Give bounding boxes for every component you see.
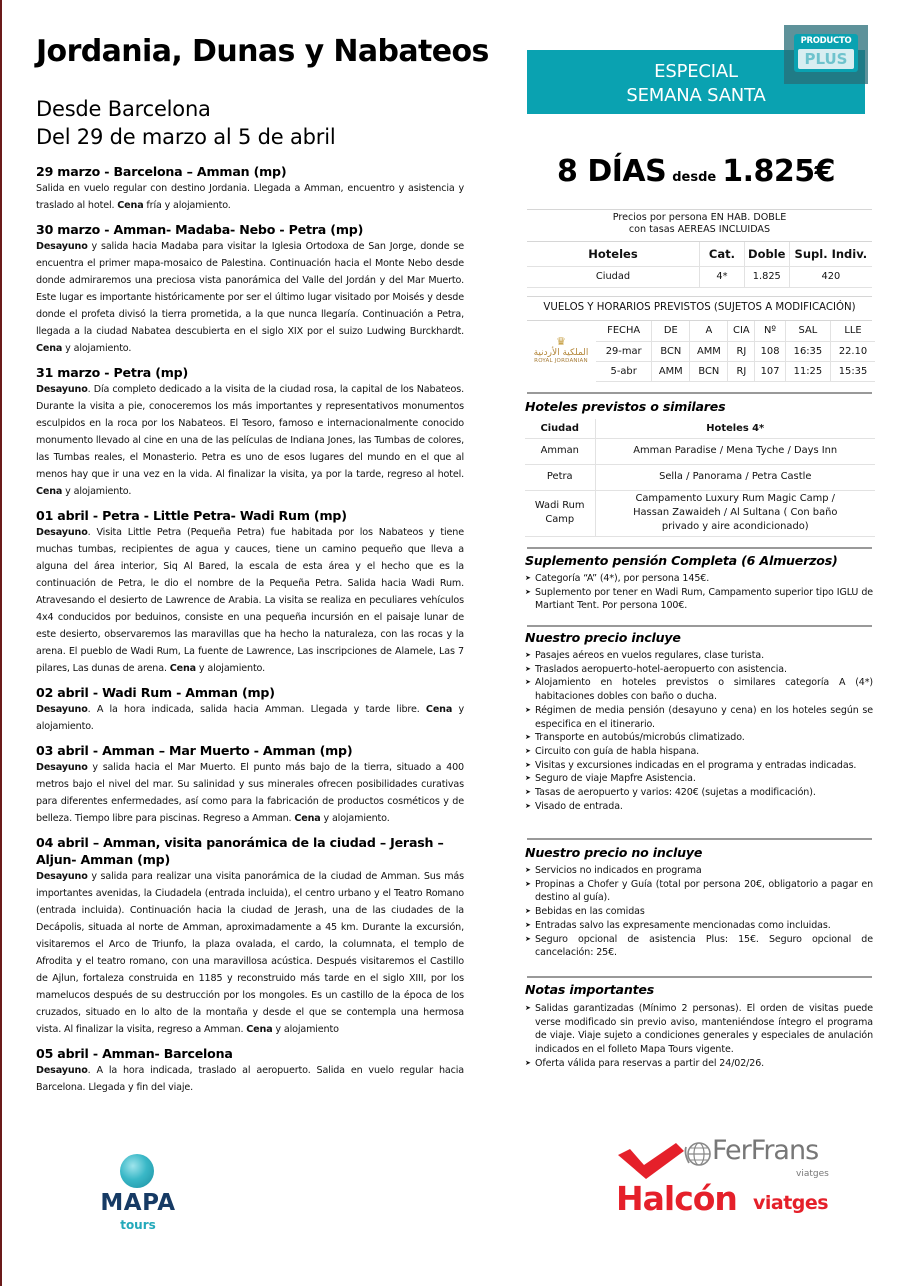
price-header-cat: Cat. bbox=[700, 242, 745, 266]
itinerary-day bbox=[36, 1045, 464, 1096]
text: . A la hora indicada, traslado al aeropuerto. Salida en vuelo regular hacia Barcelona. Llegada y fin del viaje. bbox=[36, 1065, 464, 1093]
price-note bbox=[527, 212, 872, 236]
text: . Día completo dedicado a la visita de la ciudad rosa, la capital de los Nabateos. Durante la visita a pie, conoceremos los más importantes y representativos monumentos esculpidos en la roca por los Nabateos. El Tesoro, famoso e internacionalmente conocido monumento llevado al cine en una de las películas de Indiana Jones, las Tumbas de colores, las Tumbas reales, el Monasterio. Petra es uno de esos lugares del mundo en el que al menos hay que ir una vez en la vida. Al finalizar la visita, ya por la tarde, regreso al hotel. bbox=[36, 384, 464, 480]
hotel-city: Wadi Rum Camp bbox=[525, 490, 595, 536]
text: y alojamiento bbox=[272, 1024, 339, 1035]
bold-text: Desayuno bbox=[36, 1065, 88, 1076]
table-row bbox=[525, 438, 875, 464]
plus-badge-top: PRODUCTO bbox=[800, 36, 852, 46]
list-item: ➤ Salidas garantizadas (Mínimo 2 personas). El orden de visitas puede verse modificado sin previo aviso, manteniéndose íntegro el programa de viaje. Viaje sujeto a condiciones generales y especiales de anulación indicados en el folleto Mapa Tours vigente. bbox=[525, 1002, 873, 1057]
list-item: ➤ Seguro opcional de asistencia Plus: 15€. Seguro opcional de cancelación: 25€. bbox=[525, 933, 873, 960]
list-item: ➤ Transporte en autobús/microbús climatizado. bbox=[525, 731, 873, 745]
flight-header-cell: A bbox=[690, 321, 728, 341]
bold-text: Cena bbox=[294, 813, 321, 824]
checkmark-icon bbox=[616, 1141, 686, 1181]
table-row bbox=[525, 490, 875, 536]
plus-badge-inner bbox=[794, 34, 858, 72]
itinerary bbox=[36, 163, 464, 1103]
list-item: ➤ Visitas y excursiones indicadas en el programa y entradas indicadas. bbox=[525, 759, 873, 773]
day-title: 04 abril – Amman, visita panorámica de la ciudad – Jerash – Aljun- Amman (mp) bbox=[36, 835, 444, 867]
flight-header-row bbox=[596, 321, 875, 341]
day-title: 30 marzo - Amman- Madaba- Nebo - Petra (mp) bbox=[36, 222, 364, 237]
list-item: ➤ Circuito con guía de habla hispana. bbox=[525, 745, 873, 759]
bold-text: Desayuno bbox=[36, 384, 88, 395]
list-item: ➤ Oferta válida para reservas a partir del 24/02/26. bbox=[525, 1057, 873, 1071]
bold-text: Cena bbox=[425, 704, 453, 715]
royal-jordanian-logo bbox=[530, 336, 592, 370]
mapa-sub: tours bbox=[120, 1218, 156, 1232]
page-left-border bbox=[0, 0, 2, 1286]
flights-title: VUELOS Y HORARIOS PREVISTOS (SUJETOS A MODIFICACIÓN) bbox=[543, 302, 856, 313]
ferfrans-sub: viatges bbox=[796, 1169, 829, 1179]
text: y salida para realizar una visita panorámica de la ciudad de Amman. Sus más importantes avenidas, la Ciudadela (entrada incluida), el centro urbano y el Teatro Romano (entrada incluida). Continuación hacia la ciudad de Jerash, una de las ciudades de la Decápolis, situada al norte de Amman, aproximadamente a 45 km. Durante la excursión, visitaremos el Arco de Triunfo, la plaza ovalada, el cardo, la columnata, el templo de Afrodita y el teatro romano, con una maravillosa acústica. Después visitaremos el Castillo de Ajlun, fortaleza construida en 1185 y reconstruido más tarde en el siglo XIII, por los mamelucos después de su destrucción por los mongoles. Es un castillo de la época de los cruzados, situado en lo alto de la montaña y desde el que se contempla una hermosa vista. Al finalizar la visita, regreso a Amman. bbox=[36, 871, 464, 1035]
flight-cell: 16:35 bbox=[785, 341, 830, 361]
bold-text: Cena bbox=[246, 1024, 273, 1035]
section-divider bbox=[527, 547, 872, 549]
globe-icon bbox=[120, 1154, 154, 1188]
list-item: ➤ Entradas salvo las expresamente mencionadas como incluidas. bbox=[525, 919, 873, 933]
divider bbox=[527, 296, 872, 297]
bold-text: Desayuno bbox=[36, 871, 88, 882]
banner-line-1: ESPECIAL bbox=[654, 61, 738, 82]
supplement-list bbox=[525, 572, 873, 613]
text: y alojamiento. bbox=[36, 704, 464, 732]
list-item: ➤ Propinas a Chofer y Guía (total por persona 20€, obligatorio a pagar en destino al guía). bbox=[525, 878, 873, 905]
bold-text: Cena bbox=[169, 663, 197, 674]
includes-list bbox=[525, 649, 873, 813]
flight-cell: 107 bbox=[755, 361, 785, 381]
itinerary-day bbox=[36, 684, 464, 735]
text: . A la hora indicada, salida hacia Amman. Llegada y tarde libre. bbox=[87, 704, 426, 715]
flight-cell: 22.10 bbox=[831, 341, 876, 361]
flight-cell: RJ bbox=[728, 361, 755, 381]
text: y salida hacia Madaba para visitar la Iglesia Ortodoxa de San Jorge, donde se encuentra el primer mapa-mosaico de Palestina. Continuación hacia el Monte Nebo desde donde admiraremos una preciosa vista panorámica del Valle del Jordán y del Mar Muerto. Este lugar es importante históricamente por ser el último lugar visitado por Moisés y desde donde el profeta divisó la tierra prometida, a la que nunca llegaría. Continuación a Petra, llegada a la ciudad Nabatea descubierta en el siglo XIX por el suizo Ludwing Burckhardt. bbox=[36, 241, 464, 337]
hotel-header-hotels: Hoteles 4* bbox=[595, 419, 875, 438]
mapa-word: MAPA bbox=[100, 1190, 176, 1216]
text: fría y alojamiento. bbox=[143, 200, 231, 211]
table-row bbox=[596, 361, 875, 381]
flight-cell: RJ bbox=[728, 341, 755, 361]
dates-subtitle: Del 29 de marzo al 5 de abril bbox=[36, 125, 336, 149]
price-header-supl: Supl. Indiv. bbox=[789, 242, 872, 266]
notes-title: Notas importantes bbox=[525, 982, 655, 997]
table-row bbox=[596, 341, 875, 361]
day-description bbox=[36, 868, 464, 1038]
price-header-doble: Doble bbox=[744, 242, 789, 266]
itinerary-day bbox=[36, 221, 464, 357]
itinerary-day bbox=[36, 742, 464, 827]
excludes-title: Nuestro precio no incluye bbox=[525, 845, 703, 860]
flight-header-cell: CIA bbox=[728, 321, 755, 341]
halcon-sub: viatges bbox=[753, 1192, 829, 1214]
list-item: ➤ Pasajes aéreos en vuelos regulares, clase turista. bbox=[525, 649, 873, 663]
flight-cell: 29-mar bbox=[596, 341, 652, 361]
price-header-hotels: Hoteles bbox=[527, 242, 700, 266]
section-divider bbox=[527, 976, 872, 978]
day-title: 01 abril - Petra - Little Petra- Wadi Rum (mp) bbox=[36, 508, 347, 523]
banner-line-2: SEMANA SANTA bbox=[626, 85, 766, 106]
hotel-city: Amman bbox=[525, 438, 595, 464]
bold-text: Desayuno bbox=[36, 704, 88, 715]
bold-text: Cena bbox=[36, 486, 63, 497]
section-divider bbox=[527, 625, 872, 627]
day-description bbox=[36, 701, 464, 735]
days-count: 8 DÍAS bbox=[557, 154, 667, 189]
price-cell: 420 bbox=[789, 266, 872, 287]
ferfrans-word: FerFrans bbox=[712, 1135, 819, 1166]
text: y alojamiento. bbox=[196, 663, 266, 674]
text: y alojamiento. bbox=[62, 343, 132, 354]
flight-header-cell: DE bbox=[652, 321, 690, 341]
flight-cell: BCN bbox=[690, 361, 728, 381]
day-description bbox=[36, 524, 464, 677]
price-table bbox=[527, 242, 872, 288]
table-row bbox=[525, 464, 875, 490]
globe-icon bbox=[684, 1139, 714, 1169]
flight-cell: 108 bbox=[755, 341, 785, 361]
flight-header-cell: LLE bbox=[831, 321, 876, 341]
day-description bbox=[36, 180, 464, 214]
from-price: 1.825€ bbox=[722, 154, 835, 189]
list-item: ➤ Servicios no indicados en programa bbox=[525, 864, 873, 878]
itinerary-day bbox=[36, 163, 464, 214]
producto-plus-badge bbox=[784, 25, 868, 84]
hotel-names: Campamento Luxury Rum Magic Camp / Hassan Zawaideh / Al Sultana ( Con baño privado y aire acondicionado) bbox=[595, 490, 875, 536]
bold-text: Desayuno bbox=[36, 527, 88, 538]
list-item: ➤ Suplemento por tener en Wadi Rum, Campamento superior tipo IGLU de Martiant Tent. Por persona 100€. bbox=[525, 586, 873, 613]
price-cell: Ciudad bbox=[527, 266, 700, 287]
list-item: ➤ Seguro de viaje Mapfre Asistencia. bbox=[525, 772, 873, 786]
list-item: ➤ Visado de entrada. bbox=[525, 800, 873, 814]
flight-table bbox=[596, 321, 875, 382]
flight-cell: BCN bbox=[652, 341, 690, 361]
includes-title: Nuestro precio incluye bbox=[525, 630, 681, 645]
rj-arabic-text: الملكية الأردنية bbox=[533, 348, 589, 358]
section-divider bbox=[527, 392, 872, 394]
day-description bbox=[36, 1062, 464, 1096]
divider bbox=[527, 209, 872, 210]
list-item: ➤ Régimen de media pensión (desayuno y cena) en los hoteles según se especifica en el itinerario. bbox=[525, 704, 873, 731]
halcon-word: Halcón bbox=[616, 1179, 737, 1218]
day-description bbox=[36, 759, 464, 827]
page-title: Jordania, Dunas y Nabateos bbox=[36, 34, 489, 69]
hotel-header-city: Ciudad bbox=[525, 419, 595, 438]
bold-text: Desayuno bbox=[36, 762, 88, 773]
price-headline bbox=[527, 154, 865, 189]
text: y alojamiento. bbox=[62, 486, 132, 497]
origin-subtitle: Desde Barcelona bbox=[36, 97, 211, 121]
table-row bbox=[527, 266, 872, 287]
hotel-table bbox=[525, 419, 875, 537]
bold-text: Desayuno bbox=[36, 241, 88, 252]
price-cell: 1.825 bbox=[744, 266, 789, 287]
halcon-ferfrans-logo bbox=[612, 1135, 842, 1227]
hotel-names: Sella / Panorama / Petra Castle bbox=[595, 464, 875, 490]
flight-header-cell: FECHA bbox=[596, 321, 652, 341]
day-title: 03 abril - Amman – Mar Muerto - Amman (mp) bbox=[36, 743, 353, 758]
list-item: ➤ Traslados aeropuerto-hotel-aeropuerto con asistencia. bbox=[525, 663, 873, 677]
plus-badge-main: PLUS bbox=[798, 49, 854, 69]
text: y alojamiento. bbox=[320, 813, 390, 824]
list-item: ➤ Alojamiento en hoteles previstos o similares categoría A (4*) habitaciones dobles con baño o ducha. bbox=[525, 676, 873, 703]
day-title: 29 marzo - Barcelona – Amman (mp) bbox=[36, 164, 287, 179]
flight-cell: AMM bbox=[690, 341, 728, 361]
excludes-list bbox=[525, 864, 873, 960]
text: . Visita Little Petra (Pequeña Petra) fue habitada por los Nabateos y tiene muchas tumbas, recipientes de agua y cauces, tiene un camino pequeño que lleva a alguna del área interior, Siq Al Bared, la escala de esta área y el hecho que es la continuación de Petra, le dio el nombre de la Pequeña Petra. Salida hacia Wadi Rum. Atravesando el desierto de Lawrence de Arabia. La visita se realiza en peculiares vehículos 4x4 conducidos por beduinos, consiste en una pequeña incursión en el paisaje lunar de este desierto, observaremos las maravillas que ha hecho la naturaleza, con las rocas y la arena. El pueblo de Wadi Rum, La fuente de Lawrence, Las inscripciones de Alamele, Las 7 pilares, Las dunas de arena. bbox=[36, 527, 464, 674]
day-description bbox=[36, 238, 464, 357]
day-description bbox=[36, 381, 464, 500]
flight-cell: 5-abr bbox=[596, 361, 652, 381]
crown-icon: ♛ bbox=[556, 335, 566, 348]
list-item: ➤ Categoría “A” (4*), por persona 145€. bbox=[525, 572, 873, 586]
flight-header-cell: Nº bbox=[755, 321, 785, 341]
mapa-tours-logo bbox=[92, 1150, 212, 1240]
day-title: 31 marzo - Petra (mp) bbox=[36, 365, 189, 380]
itinerary-day bbox=[36, 364, 464, 500]
hotel-names: Amman Paradise / Mena Tyche / Days Inn bbox=[595, 438, 875, 464]
price-cell: 4* bbox=[700, 266, 745, 287]
itinerary-day bbox=[36, 507, 464, 677]
text: y salida hacia el Mar Muerto. El punto más bajo de la tierra, situado a 400 metros bajo el nivel del mar. Su salinidad y sus minerales ofrecen posibilidades curativas para diferentes enfermedades, así como para la fabricación de productos cosméticos y de belleza. Tiempo libre para piscinas. Regreso a Amman. bbox=[36, 762, 464, 824]
list-item: ➤ Bebidas en las comidas bbox=[525, 905, 873, 919]
price-note-line-2: con tasas AEREAS INCLUIDAS bbox=[628, 224, 771, 235]
hotels-title: Hoteles previstos o similares bbox=[525, 399, 726, 414]
flight-header-cell: SAL bbox=[785, 321, 830, 341]
price-note-line-1: Precios por persona EN HAB. DOBLE bbox=[612, 212, 787, 223]
hotel-city: Petra bbox=[525, 464, 595, 490]
itinerary-day bbox=[36, 834, 464, 1038]
day-title: 02 abril - Wadi Rum - Amman (mp) bbox=[36, 685, 275, 700]
flight-cell: 15:35 bbox=[831, 361, 876, 381]
list-item: ➤ Tasas de aeropuerto y varios: 420€ (sujetas a modificación). bbox=[525, 786, 873, 800]
text: Salida en vuelo regular con destino Jordania. Llegada a Amman, encuentro y asistencia y traslado al hotel. bbox=[36, 183, 464, 211]
from-label: desde bbox=[672, 170, 717, 185]
supplement-title: Suplemento pensión Completa (6 Almuerzos) bbox=[525, 553, 838, 568]
section-divider bbox=[527, 838, 872, 840]
flight-cell: 11:25 bbox=[785, 361, 830, 381]
rj-name: ROYAL JORDANIAN bbox=[534, 358, 588, 364]
day-title: 05 abril - Amman- Barcelona bbox=[36, 1046, 233, 1061]
bold-text: Cena bbox=[36, 343, 63, 354]
notes-list bbox=[525, 1002, 873, 1071]
flight-cell: AMM bbox=[652, 361, 690, 381]
bold-text: Cena bbox=[117, 200, 144, 211]
